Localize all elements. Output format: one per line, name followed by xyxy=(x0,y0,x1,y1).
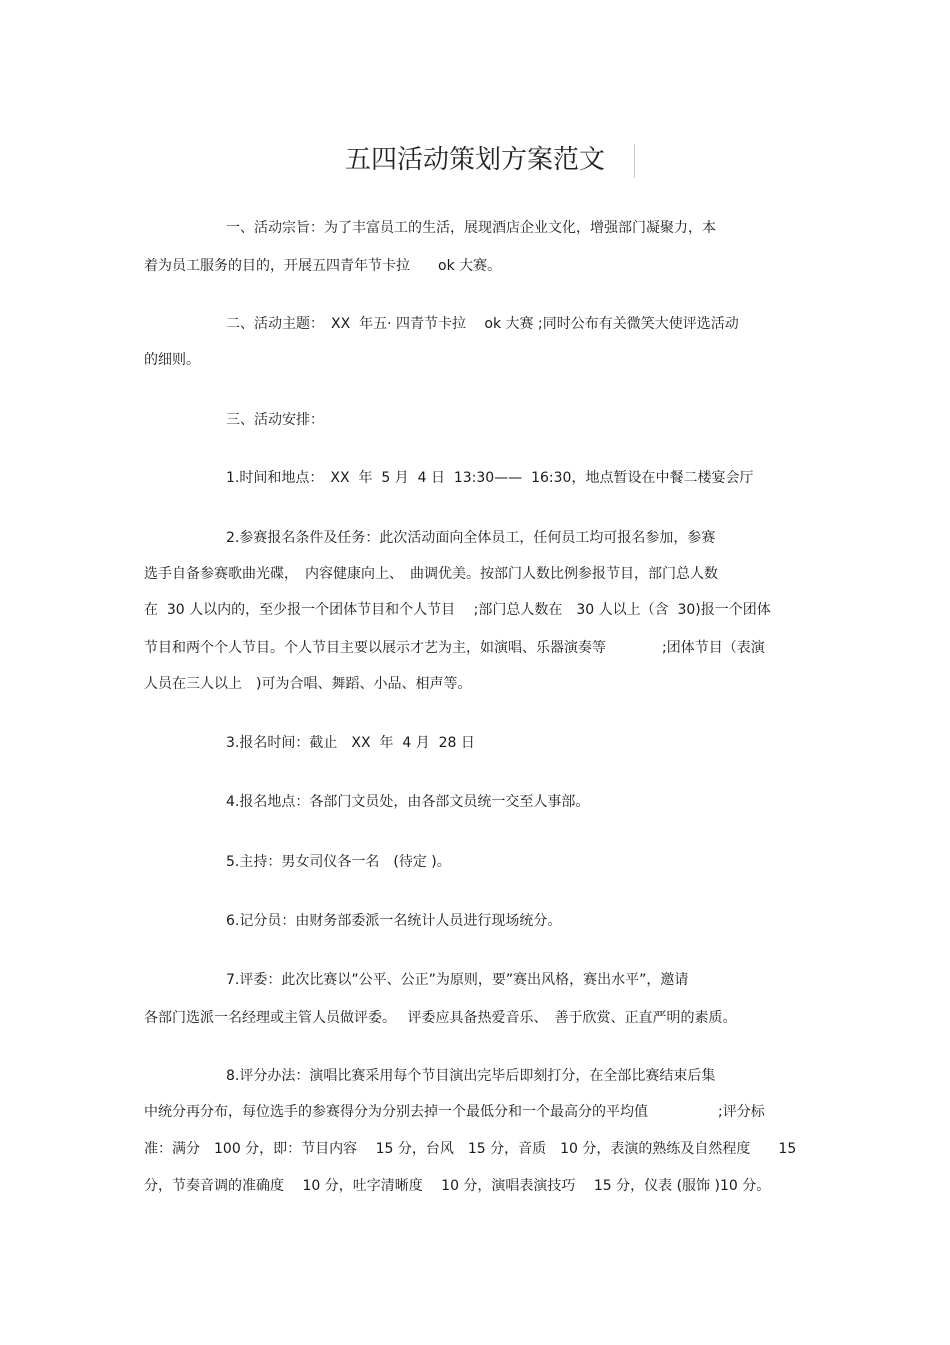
item-signup-time: 3.报名时间：截止 XX 年 4 月 28 日 xyxy=(226,735,475,751)
item-host: 5.主持：男女司仪各一名 (待定 )。 xyxy=(226,854,451,870)
paragraph-purpose-line-1: 一、活动宗旨：为了丰富员工的生活，展现酒店企业文化，增强部门凝聚力，本 xyxy=(226,220,716,236)
item-registration-line-2: 选手自备参赛歌曲光碟， 内容健康向上、 曲调优美。按部门人数比例参报节目，部门总人数 xyxy=(144,566,718,582)
text-cursor xyxy=(634,144,635,178)
item-judges-line-2: 各部门选派一名经理或主管人员做评委。 评委应具备热爱音乐、 善于欣赏、正直严明的素质。 xyxy=(144,1010,737,1026)
item-registration-line-5: 人员在三人以上 )可为合唱、舞蹈、小品、相声等。 xyxy=(144,676,472,692)
item-registration-line-4: 节目和两个个人节目。个人节目主要以展示才艺为主，如演唱、乐器演奏等 ;团体节目（表演 xyxy=(144,640,765,656)
section-heading-arrangement: 三、活动安排： xyxy=(226,412,324,428)
item-scoring-line-3: 准：满分 100 分，即：节目内容 15 分，台风 15 分，音质 10 分，表演的熟练及自然程度 15 xyxy=(144,1141,797,1157)
item-registration-line-3: 在 30 人以内的，至少报一个团体节目和个人节目 ;部门总人数在 30 人以上（含 30)报一个团体 xyxy=(144,602,771,618)
item-scoring-line-1: 8.评分办法：演唱比赛采用每个节目演出完毕后即刻打分，在全部比赛结束后集 xyxy=(226,1068,716,1084)
item-judges-line-1: 7.评委：此次比赛以”公平、公正”为原则，要”赛出风格，赛出水平”，邀请 xyxy=(226,972,689,988)
paragraph-theme-line-2: 的细则。 xyxy=(144,352,200,368)
document-title: 五四活动策划方案范文 xyxy=(344,145,605,175)
paragraph-purpose-line-2: 着为员工服务的目的，开展五四青年节卡拉 ok 大赛。 xyxy=(144,258,502,274)
item-signup-place: 4.报名地点：各部门文员处，由各部文员统一交至人事部。 xyxy=(226,794,590,810)
item-registration-line-1: 2.参赛报名条件及任务：此次活动面向全体员工，任何员工均可报名参加，参赛 xyxy=(226,530,716,546)
item-scoring-line-4: 分，节奏音调的准确度 10 分，吐字清晰度 10 分，演唱表演技巧 15 分，仪表 (服饰 )10 分。 xyxy=(144,1178,771,1194)
item-scoring-line-2: 中统分再分布，每位选手的参赛得分为分别去掉一个最低分和一个最高分的平均值 ;评分标 xyxy=(144,1104,765,1120)
item-scorekeeper: 6.记分员：由财务部委派一名统计人员进行现场统分。 xyxy=(226,913,562,929)
paragraph-theme-line-1: 二、活动主题： XX 年五· 四青节卡拉 ok 大赛 ;同时公布有关微笑大使评选活动 xyxy=(226,316,739,332)
item-time-place: 1.时间和地点： XX 年 5 月 4 日 13:30—— 16:30，地点暂设在中餐二楼宴会厅 xyxy=(226,470,754,486)
